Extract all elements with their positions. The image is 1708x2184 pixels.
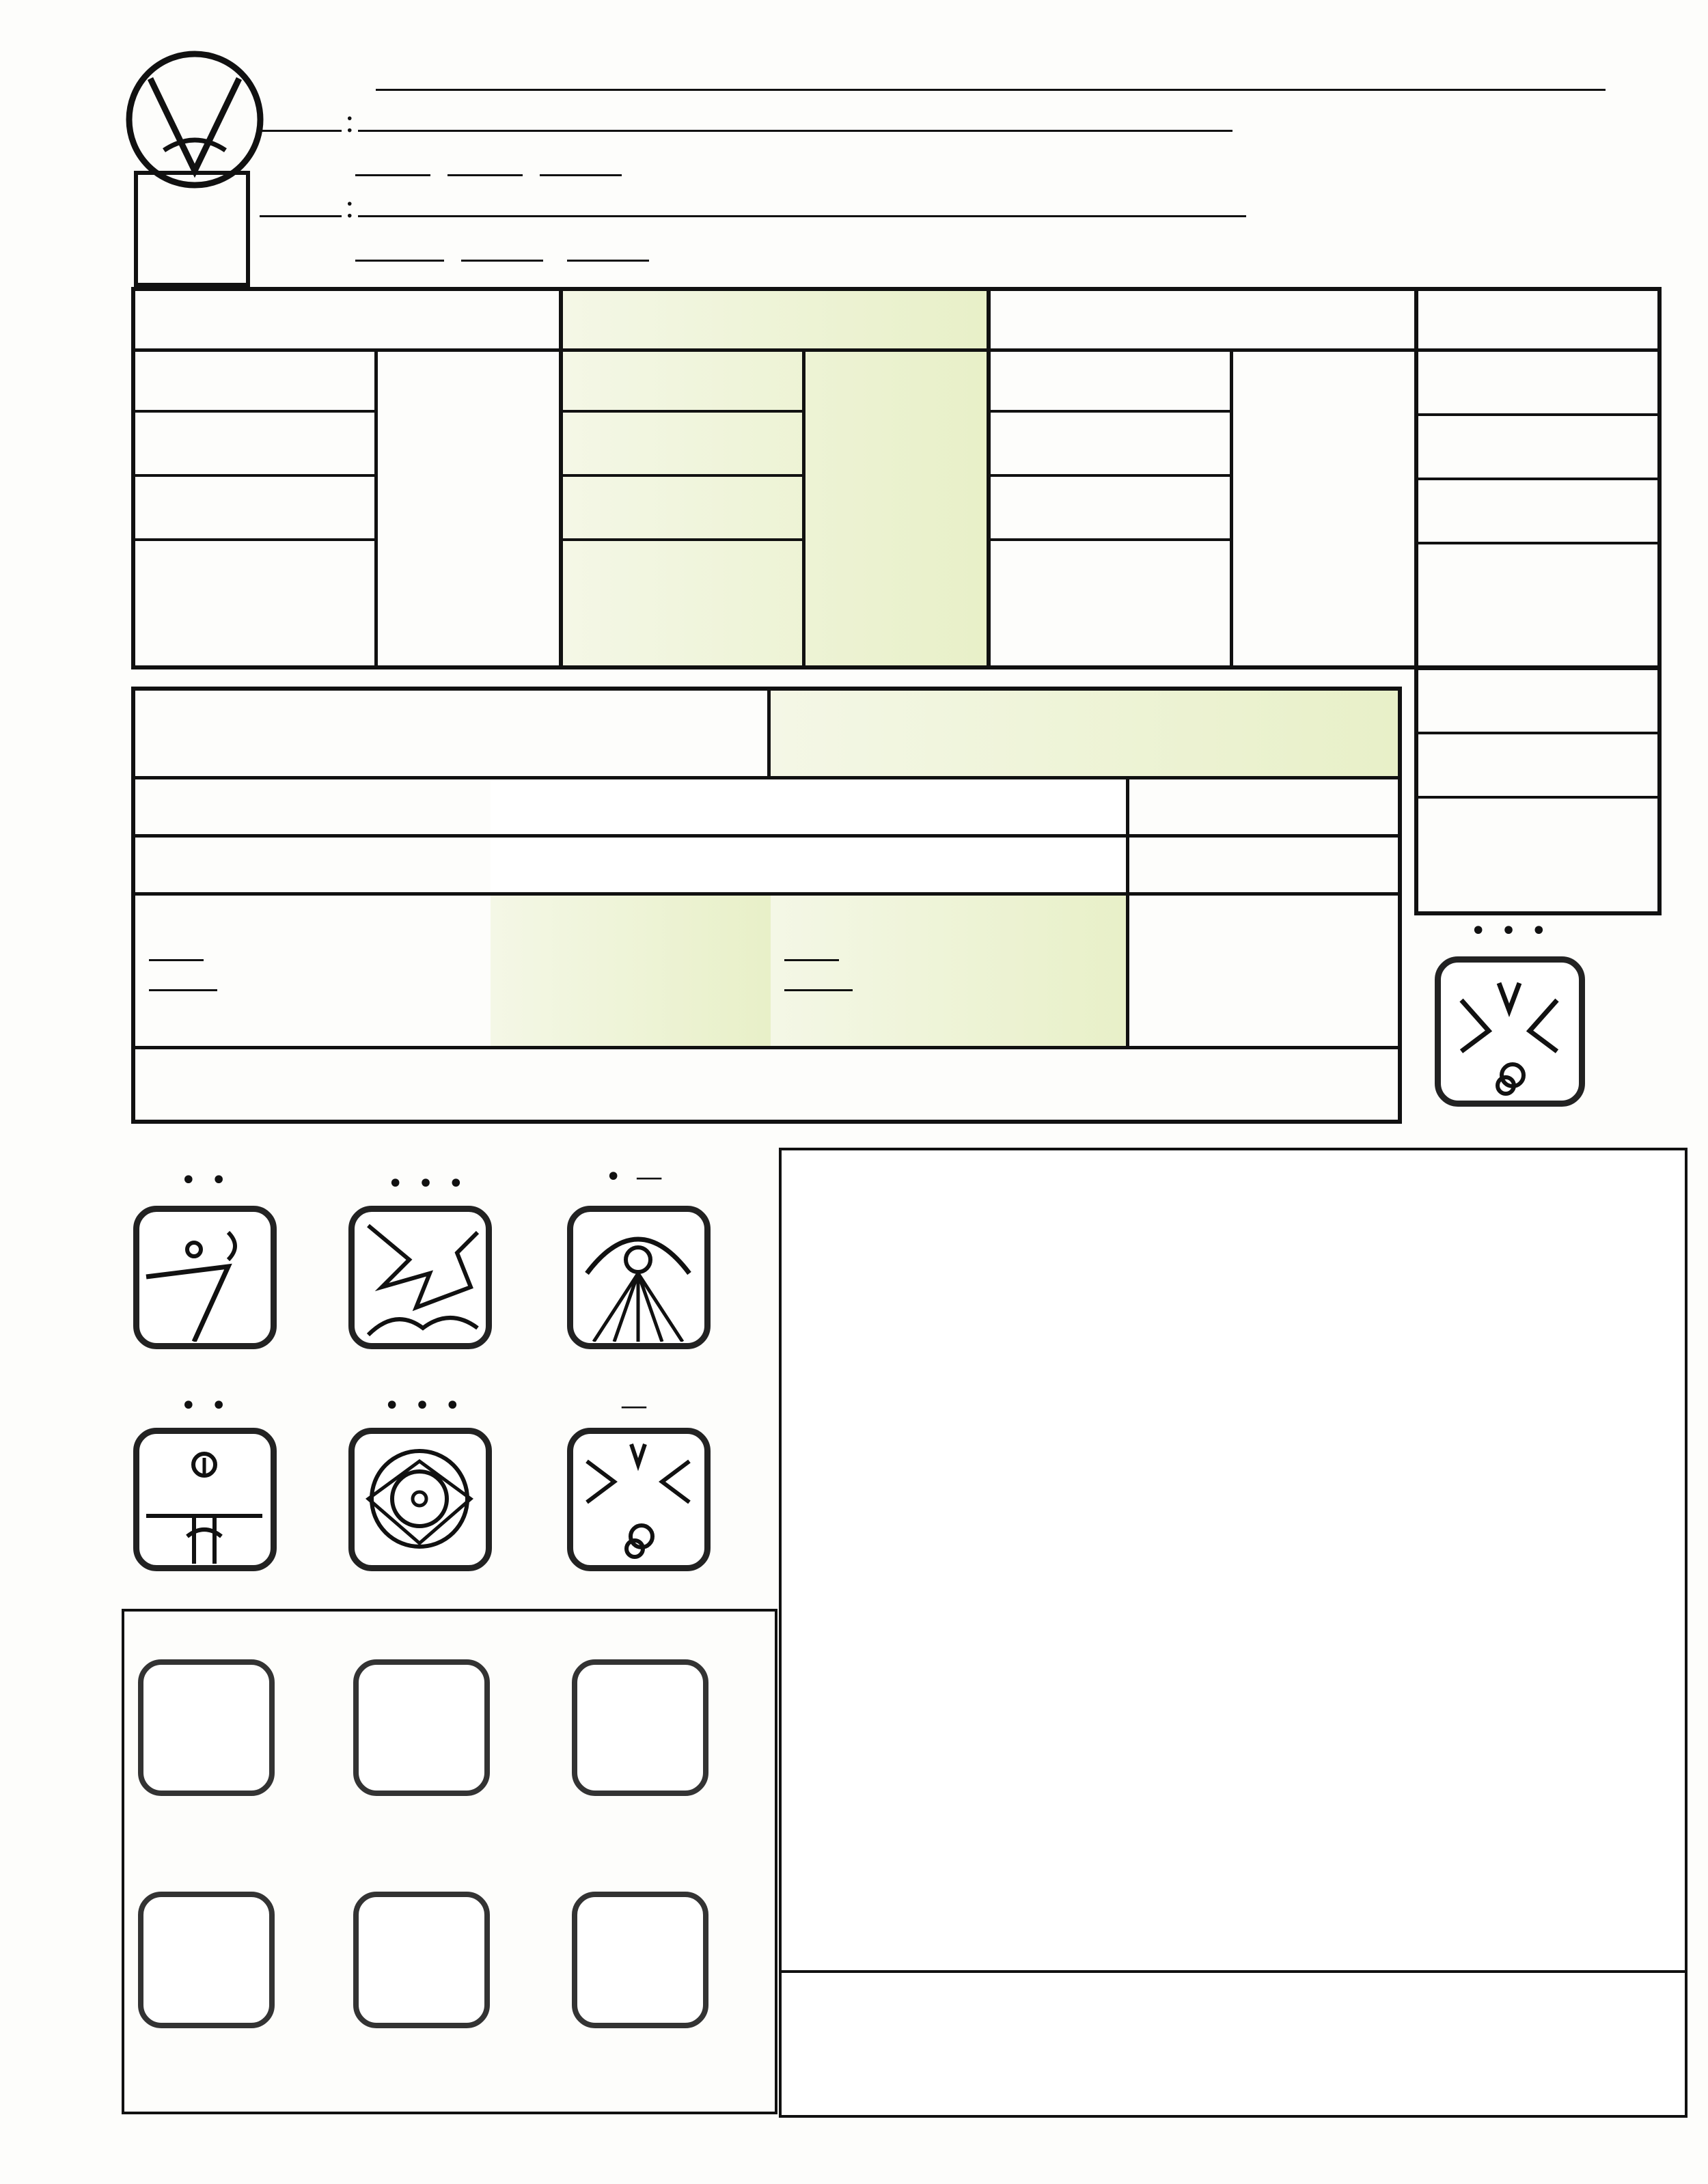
date-diatonic[interactable] xyxy=(461,260,543,262)
day-box xyxy=(134,171,250,287)
synchronic-v2[interactable] xyxy=(991,413,1230,477)
date-chromatic[interactable] xyxy=(567,260,649,262)
space-values xyxy=(563,348,805,669)
total-v3[interactable] xyxy=(1418,480,1657,544)
fifth-force-seal[interactable] xyxy=(133,1428,277,1571)
synchronic-v1[interactable] xyxy=(991,348,1230,413)
kin-keq-seal[interactable] xyxy=(567,1428,711,1571)
synchronic-panel xyxy=(987,287,1418,669)
mcf-col-d xyxy=(1126,779,1398,1046)
chf-total[interactable] xyxy=(1418,799,1657,842)
time-dimensions-row xyxy=(116,2152,150,2184)
fifth-dots: • • xyxy=(180,1390,230,1422)
gate-diatonic[interactable] xyxy=(447,174,523,176)
monkey-glyph-icon xyxy=(573,1434,703,1564)
gate-tones-line xyxy=(355,147,1585,184)
fifth-force-glyph-icon xyxy=(139,1434,269,1564)
gate-chromatic[interactable] xyxy=(540,174,622,176)
sequence-row xyxy=(135,1046,1398,1120)
time-v2[interactable] xyxy=(135,413,374,477)
mcf-b1[interactable] xyxy=(491,779,771,838)
space-panel xyxy=(559,287,991,669)
mcf-a-diat[interactable] xyxy=(149,959,204,961)
kineq-dots: • — xyxy=(605,1161,666,1193)
chf-kin-seal[interactable] xyxy=(1435,956,1585,1107)
holon-glyph-icon xyxy=(355,1434,484,1564)
kin-dots: • • xyxy=(180,1165,230,1196)
date-rune-line: : xyxy=(260,188,1558,225)
mcf-c-diat[interactable] xyxy=(784,959,839,961)
time-bmu-panel xyxy=(381,359,559,380)
chf-v1[interactable] xyxy=(1418,670,1657,734)
time-title xyxy=(135,291,559,352)
gate-rune[interactable] xyxy=(260,130,342,132)
time-panel xyxy=(131,287,563,669)
chf-header xyxy=(771,691,1398,779)
mcf-header xyxy=(135,691,771,779)
mcf-c1[interactable] xyxy=(771,779,1126,838)
kinkeq-dots: — xyxy=(620,1390,650,1422)
me-holon-seal[interactable] xyxy=(353,1892,490,2028)
gate-desc[interactable] xyxy=(358,130,1232,132)
me-psi-seal[interactable] xyxy=(353,1659,490,1796)
synchronic-v3[interactable] xyxy=(991,477,1230,541)
time-v1[interactable] xyxy=(135,348,374,413)
total-v1[interactable] xyxy=(1418,352,1657,416)
synchronic-title xyxy=(991,291,1414,352)
date-tones-line xyxy=(355,232,1585,270)
mcf-d3[interactable] xyxy=(1126,896,1398,938)
time-v3[interactable] xyxy=(135,477,374,541)
space-v3[interactable] xyxy=(563,477,802,541)
me-box xyxy=(122,1609,777,2114)
mcf-a-chrom[interactable] xyxy=(149,989,217,991)
me-fifth-seal[interactable] xyxy=(138,1892,275,2028)
kin-seal[interactable] xyxy=(133,1206,277,1349)
dragon-glyph-icon xyxy=(573,1212,703,1342)
gate-bmu[interactable] xyxy=(355,174,430,176)
mcf-section xyxy=(131,687,1402,1124)
mcf-c3[interactable] xyxy=(771,896,1126,938)
gate-line: : xyxy=(260,102,1558,140)
mcf-a3[interactable] xyxy=(135,896,491,938)
kin-glyph-icon xyxy=(139,1212,269,1342)
matrix-section xyxy=(131,287,1662,669)
mcf-col-a xyxy=(135,779,494,1046)
psi-chrono-glyph-icon xyxy=(355,1212,484,1342)
mcf-b3[interactable] xyxy=(491,896,771,938)
tone-dots: • • • xyxy=(1470,915,1550,947)
psi-dots: • • • xyxy=(387,1168,467,1200)
notes-divider xyxy=(782,1970,1685,1973)
kin-eq-seal[interactable] xyxy=(567,1206,711,1349)
total-title xyxy=(1418,291,1657,352)
total-panel xyxy=(1414,287,1662,669)
total-v2[interactable] xyxy=(1418,416,1657,480)
mcf-col-b xyxy=(491,779,774,1046)
mcf-col-c xyxy=(771,779,1129,1046)
date-desc[interactable] xyxy=(358,215,1246,217)
space-v1[interactable] xyxy=(563,348,802,413)
holon-dots: • • • xyxy=(383,1390,464,1422)
logo-icon xyxy=(123,48,266,191)
me-kinkeq-seal[interactable] xyxy=(572,1892,708,2028)
me-kin-seal[interactable] xyxy=(138,1659,275,1796)
date-rune[interactable] xyxy=(260,215,342,217)
bmu-grid xyxy=(802,1164,1670,1970)
binder-holes xyxy=(1688,109,1708,2159)
mcf-d1[interactable] xyxy=(1126,779,1398,838)
mcf-c-chrom[interactable] xyxy=(784,989,853,991)
synchronic-values xyxy=(991,348,1233,669)
mcf-a1[interactable] xyxy=(135,779,491,838)
holon-seal[interactable] xyxy=(348,1428,492,1571)
time-values xyxy=(135,348,378,669)
space-bmu-panel xyxy=(809,359,987,380)
me-kineq-seal[interactable] xyxy=(572,1659,708,1796)
monkey-glyph-icon xyxy=(1441,963,1578,1099)
date-underline xyxy=(376,89,1606,95)
chf-box xyxy=(1414,666,1662,915)
space-v2[interactable] xyxy=(563,413,802,477)
psi-chrono-seal[interactable] xyxy=(348,1206,492,1349)
date-line xyxy=(376,41,1537,96)
grid-frame xyxy=(779,1148,1688,2118)
synchronic-bmu-panel xyxy=(1237,359,1414,380)
date-bmu[interactable] xyxy=(355,260,444,262)
space-title xyxy=(563,291,987,352)
